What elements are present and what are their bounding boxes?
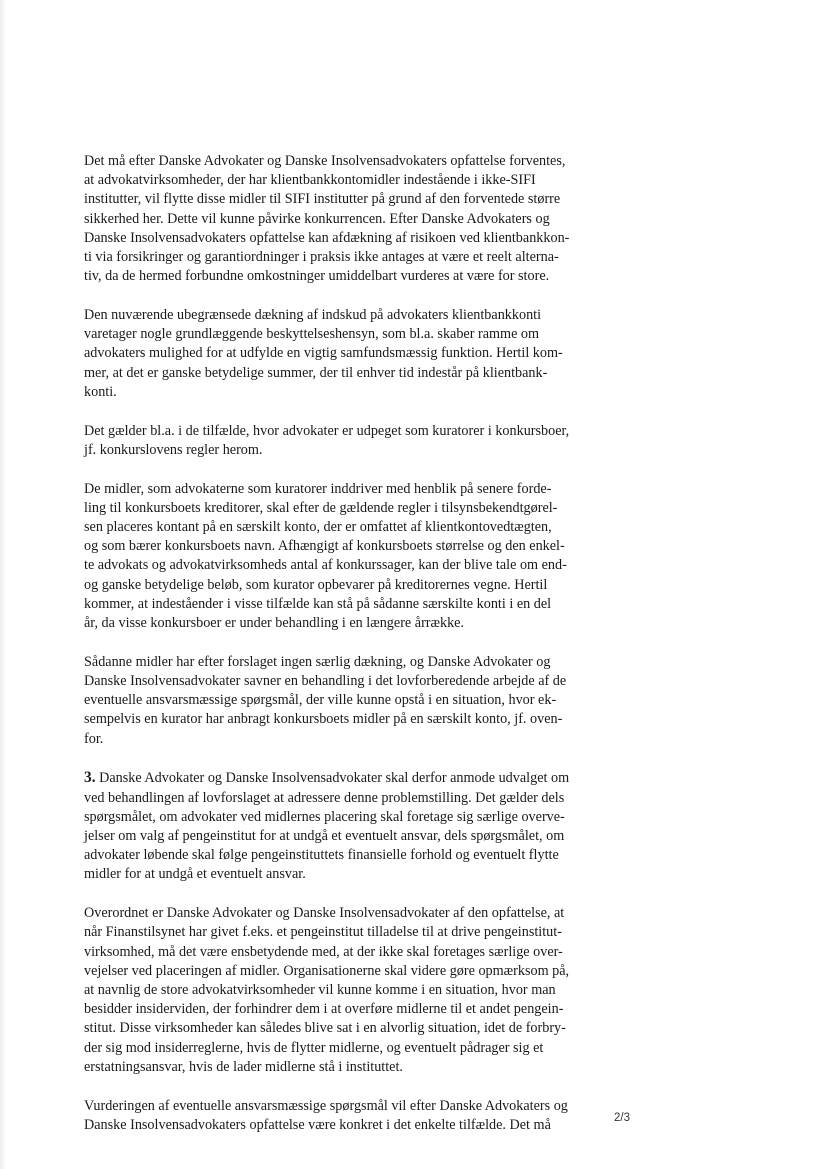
text-line: tiv, da de hermed forbundne omkostninger umiddelbart vurderes at være for store. (84, 268, 550, 285)
text-line: varetager nogle grundlæggende beskyttelseshensyn, som bl.a. skaber ramme om (84, 326, 540, 343)
text-line: spørgsmålet, om advokater ved midlernes placering skal foretage sig særlige overve- (84, 808, 565, 825)
text-line: ling til konkursboets kreditorer, skal efter de gældende regler i tilsynsbekendtgørel- (84, 499, 558, 516)
text-line: sen placeres kontant på en særskilt konto, der er omfattet af klientkontovedtægten, (84, 519, 552, 536)
text-line: ved behandlingen af lovforslaget at adressere denne problemstilling. Det gælder dels (84, 789, 565, 806)
paragraph-no-coverage (84, 653, 624, 749)
text-line: kommer, at indeståender i visse tilfælde kan stå på sådanne særskilte konti i en del (84, 595, 552, 612)
text-line: te advokats og advokatvirksomheds antal af konkurssager, kan der blive tale om end- (84, 557, 567, 574)
text-line: sikkerhed her. Dette vil kunne påvirke konkurrencen. Efter Danske Advokaters og (84, 210, 550, 227)
text-line: advokaters mulighed for at udfylde en vigtig samfundsmæssig funktion. Hertil kom- (84, 345, 563, 362)
text-line: og ganske betydelige beløb, som kurator opbevarer på kreditorernes vegne. Hertil (84, 576, 548, 593)
text-line: Sådanne midler har efter forslaget ingen særlig dækning, og Danske Advokater og (84, 653, 551, 670)
text-line: jelser om valg af pengeinstitut for at undgå et eventuelt ansvar, dels spørgsmålet, om (84, 828, 565, 845)
text-line: jf. konkurslovens regler herom. (84, 441, 263, 458)
text-line: Danske Insolvensadvokater savner en behandling i det lovforberedende arbejde af de (84, 673, 567, 690)
text-line: stitut. Disse virksomheder kan således blive sat i en alvorlig situation, idet de forbry- (84, 1020, 566, 1037)
text-line: ti via forsikringer og garantiordninger i praksis ikke antages at være et reelt alterna- (84, 249, 559, 266)
text-line: for. (84, 730, 104, 747)
text-line: Danske Insolvensadvokaters opfattelse kan afdækning af risikoen ved klientbankkon- (84, 229, 570, 246)
text-line: sempelvis en kurator har anbragt konkursboets midler på en særskilt konto, jf. oven- (84, 711, 563, 728)
text-line: De midler, som advokaterne som kuratorer inddriver med henblik på senere forde- (84, 480, 552, 497)
body-text (84, 152, 624, 1155)
section-number: 3. (84, 769, 96, 787)
text-line: at advokatvirksomheder, der har klientbankkontomidler indestående i ikke-SIFI (84, 172, 536, 189)
text-line: institutter, vil flytte disse midler til SIFI institutter på grund af den forventede større (84, 191, 561, 208)
text-line: Overordnet er Danske Advokater og Danske Insolvensadvokater af den opfattelse, at (84, 905, 565, 922)
page-edge-shadow (0, 0, 6, 1169)
text-line: og som bærer konkursboets navn. Afhængigt af konkursboets størrelse og den enkel- (84, 538, 565, 555)
text-line: Det gælder bl.a. i de tilfælde, hvor advokater er udpeget som kuratorer i konkursboer, (84, 422, 570, 439)
paragraph-curators (84, 422, 624, 460)
text-line (84, 768, 624, 788)
paragraph-finanstilsynet (84, 904, 624, 1077)
text-line: Vurderingen af eventuelle ansvarsmæssige spørgsmål vil efter Danske Advokaters og (84, 1097, 568, 1114)
section-first-line: Danske Advokater og Danske Insolvensadvokater skal derfor anmode udvalget om (95, 770, 570, 787)
text-line: besidder insiderviden, der forhindrer dem i at overføre midlerne til et andet pengein- (84, 1001, 564, 1018)
text-line: Danske Insolvensadvokaters opfattelse være konkret i det enkelte tilfælde. Det må (84, 1116, 551, 1133)
text-line: vejelser ved placeringen af midler. Organisationerne skal videre gøre opmærksom på, (84, 962, 570, 979)
text-line: at navnlig de store advokatvirksomheder vil kunne komme i en situation, hvor man (84, 982, 556, 999)
text-line: Den nuværende ubegrænsede dækning af indskud på advokaters klientbankkonti (84, 307, 542, 324)
paragraph-assessment (84, 1097, 624, 1135)
paragraph-unlimited-coverage (84, 306, 624, 402)
page-number: 2/3 (614, 1112, 630, 1124)
paragraph-section-3 (84, 768, 624, 884)
text-line: eventuelle ansvarsmæssige spørgsmål, der ville kunne opstå i en situation, hvor ek- (84, 692, 557, 709)
text-line: Det må efter Danske Advokater og Danske Insolvensadvokaters opfattelse forventes, (84, 153, 566, 169)
paragraph-bankruptcy-funds (84, 480, 624, 634)
text-line: erstatningsansvar, hvis de lader midlerne stå i instituttet. (84, 1058, 403, 1075)
text-line: der sig mod insiderreglerne, hvis de flytter midlerne, og eventuelt pådrager sig et (84, 1039, 544, 1056)
text-line: år, da visse konkursboer er under behandling i en længere årrække. (84, 615, 465, 632)
text-line: mer, at det er ganske betydelige summer, der til enhver tid indestår på klientbank- (84, 364, 548, 381)
text-line: virksomhed, må det være ensbetydende med, at der ikke skal foretages særlige over- (84, 943, 563, 960)
text-line: advokater løbende skal følge pengeinstituttets finansielle forhold og eventuelt flytte (84, 847, 559, 864)
text-line: midler for at undgå et eventuelt ansvar. (84, 866, 306, 883)
text-line: konti. (84, 383, 117, 400)
paragraph-sifi-competition (84, 152, 624, 286)
text-line: når Finanstilsynet har givet f.eks. et pengeinstitut tilladelse til at drive pengeinstitut- (84, 924, 562, 941)
